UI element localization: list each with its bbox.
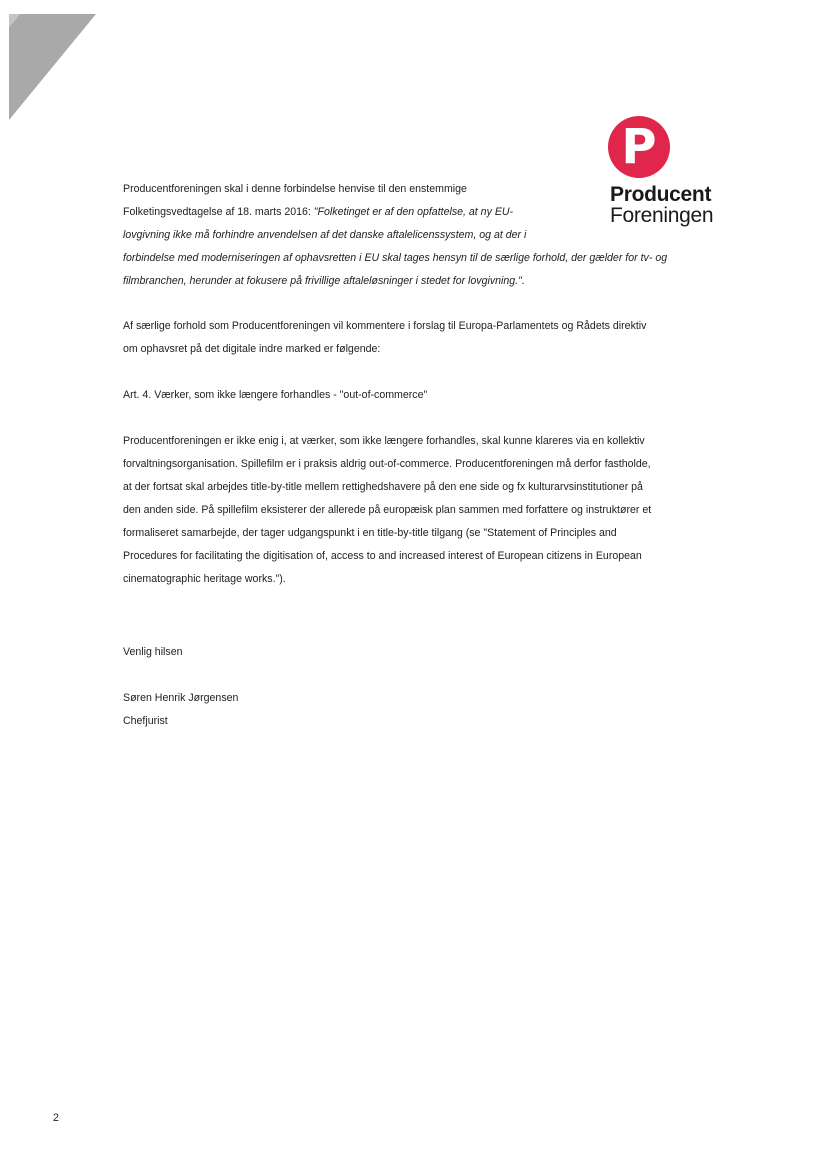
- para3-line: Producentforeningen er ikke enig i, at værker, som ikke længere forhandles, skal kunne klareres via en kollektiv: [123, 435, 645, 447]
- para2-line-2: om ophavsret på det digitale indre marked er følgende:: [123, 343, 381, 355]
- logo-p-mark: P: [608, 116, 670, 178]
- intro-line-5: filmbranchen, herunder at fokusere på frivillige aftaleløsninger i stedet for lovgivning.".: [123, 275, 525, 287]
- section-heading: Art. 4. Værker, som ikke længere forhandles - "out-of-commerce": [123, 389, 428, 401]
- intro-line-3: lovgivning ikke må forhindre anvendelsen af det danske aftalelicenssystem, og at der i: [123, 229, 527, 241]
- intro-line-2: [123, 205, 513, 219]
- para3-line: den anden side. På spillefilm eksisterer der allerede på europæisk plan sammen med forfattere og instruktører et: [123, 504, 652, 516]
- logo-text-foreningen: Foreningen: [610, 204, 714, 227]
- para3-line: Procedures for facilitating the digitisation of, access to and increased interest of European citizens in European: [123, 550, 642, 562]
- para3-line: forvaltningsorganisation. Spillefilm er i praksis aldrig out-of-commerce. Producentforeningen må derfor fastholde,: [123, 458, 651, 470]
- para2-line-1: Af særlige forhold som Producentforeningen vil kommentere i forslag til Europa-Parlamentets og Rådets direktiv: [123, 320, 647, 332]
- closing-greeting: Venlig hilsen: [123, 646, 183, 658]
- para3-line: formaliseret samarbejde, der tager udgangspunkt i en title-by-title tilgang (se "Statement of Principles and: [123, 527, 617, 539]
- intro-line-4: forbindelse med moderniseringen af ophavsretten i EU skal tages hensyn til de særlige forhold, der gælder for tv- og: [123, 252, 668, 264]
- folded-corner-mark: [0, 0, 100, 125]
- intro-line-1: Producentforeningen skal i denne forbindelse henvise til den enstemmige: [123, 183, 467, 195]
- para3-line: cinematographic heritage works.").: [123, 573, 286, 585]
- intro-line-2-plain: Folketingsvedtagelse af 18. marts 2016:: [123, 206, 314, 218]
- logo-text-producent: Producent: [610, 183, 712, 206]
- signer-title: Chefjurist: [123, 715, 168, 727]
- intro-line-2-quote: "Folketinget er af den opfattelse, at ny EU-: [313, 206, 514, 218]
- producent-foreningen-logo: [604, 116, 716, 228]
- signer-name: Søren Henrik Jørgensen: [123, 692, 239, 704]
- page-number: 2: [53, 1112, 59, 1124]
- para3-line: at der fortsat skal arbejdes title-by-title mellem rettighedshavere på den ene side og fx kulturarvsinstitutioner på: [123, 481, 643, 493]
